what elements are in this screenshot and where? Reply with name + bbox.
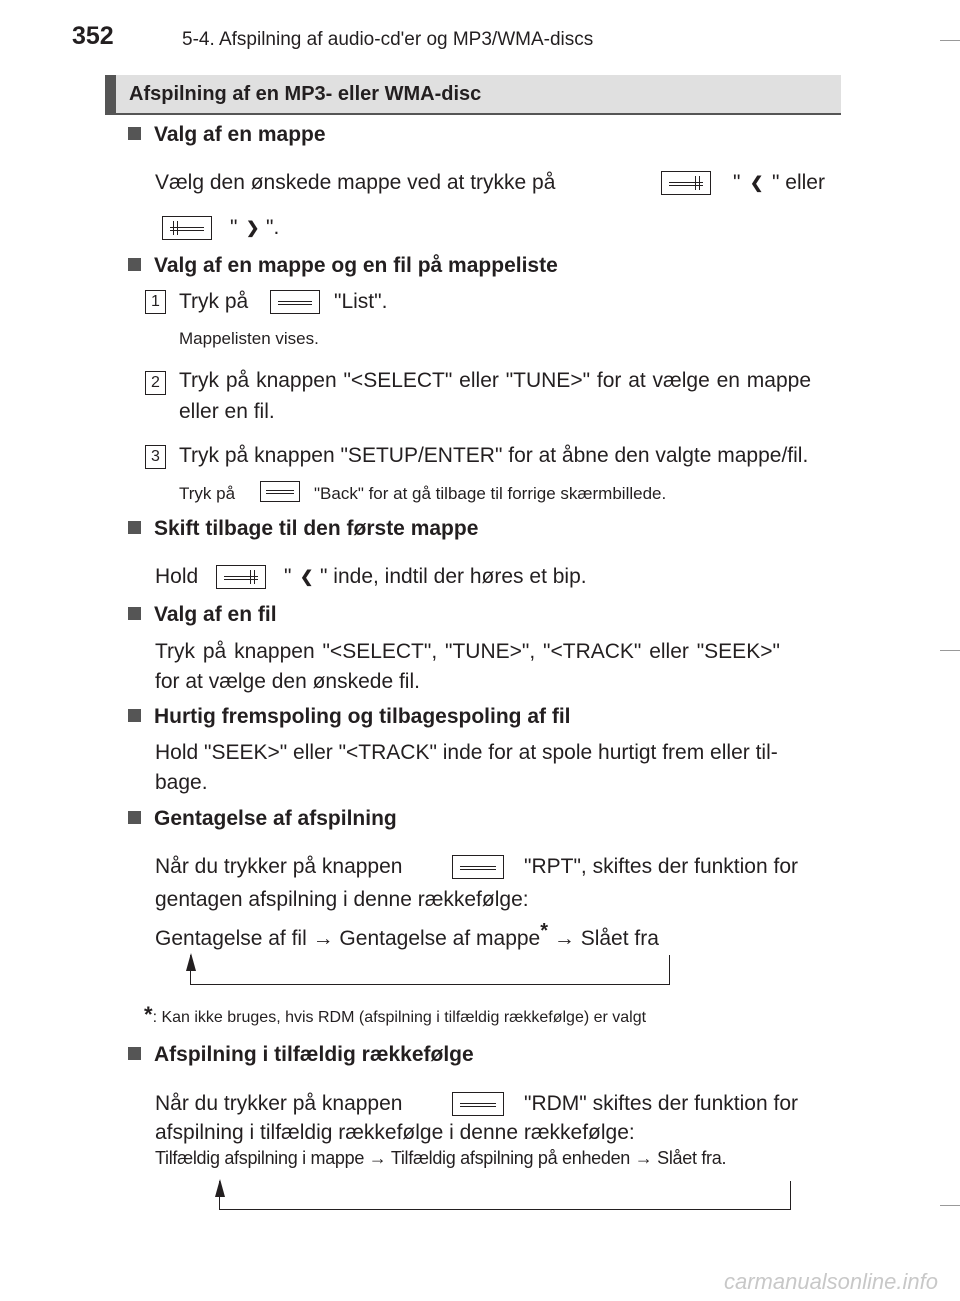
first-folder-text: " inde, indtil der høres et bip.: [320, 565, 587, 588]
random-line1-end: "RDM" skiftes der funktion for: [524, 1092, 798, 1115]
folder-up-button-icon: [162, 216, 212, 240]
chevron-left-icon: ❮: [750, 175, 764, 192]
subheading-random: Afspilning i tilfældig rækkefølge: [128, 1043, 474, 1067]
folder-down-button-icon: [661, 171, 711, 195]
back-note-label: "Back" for at gå tilbage til forrige skærmbillede.: [314, 484, 667, 503]
fast-line2: bage.: [155, 771, 208, 794]
file-select-line2: for at vælge den ønskede fil.: [155, 670, 420, 693]
subheading-repeat: Gentagelse af afspilning: [128, 807, 397, 831]
footnote: *: Kan ikke bruges, hvis RDM (afspilning i tilfældig rækkefølge) er valgt: [144, 1002, 647, 1027]
step-number-2: 2: [145, 371, 166, 395]
fast-line1: Hold "SEEK>" eller "<TRACK" inde for at spole hurtigt frem eller til-: [155, 741, 778, 764]
square-bullet-icon: [128, 709, 141, 722]
arrow-up-icon: [186, 953, 196, 971]
repeat-line2: gentagen afspilning i denne rækkefølge:: [155, 888, 529, 911]
chevron-left-icon: ❮: [300, 569, 314, 586]
repeat-line1: Når du trykker på knappen: [155, 855, 403, 878]
step3-text: Tryk på knappen "SETUP/ENTER" for at åbne den valgte mappe/fil.: [179, 444, 809, 467]
crop-mark: [940, 650, 960, 651]
step2-text-line1: Tryk på knappen "<SELECT" eller "TUNE>" for at vælge en mappe: [179, 369, 811, 392]
step1-note: Mappelisten vises.: [179, 329, 319, 348]
square-bullet-icon: [128, 811, 141, 824]
section-rule: [105, 113, 841, 115]
cycle-arrow-line: [219, 1181, 791, 1210]
crop-mark: [940, 1205, 960, 1206]
rpt-button-icon: [452, 855, 504, 879]
back-button-icon: [260, 481, 300, 502]
folder-select-text: Vælg den ønskede mappe ved at trykke på: [155, 171, 556, 194]
cycle-arrow-line: [190, 955, 670, 985]
crop-mark: [940, 40, 960, 41]
arrow-up-icon: [215, 1179, 225, 1197]
step1-list-label: "List".: [334, 290, 388, 313]
square-bullet-icon: [128, 127, 141, 140]
subheading-folder-list: Valg af en mappe og en fil på mappeliste: [128, 254, 558, 278]
quote-mark: ": [733, 171, 741, 194]
folder-select-or: " eller: [772, 171, 825, 194]
step2-text-line2: eller en fil.: [179, 400, 275, 423]
quote-mark: ": [284, 565, 292, 588]
random-line2: afspilning i tilfældig rækkefølge i denne rækkefølge:: [155, 1121, 635, 1144]
page-number: 352: [72, 22, 114, 50]
quote-end: ".: [266, 216, 280, 239]
square-bullet-icon: [128, 521, 141, 534]
back-note-text: Tryk på: [179, 484, 236, 503]
square-bullet-icon: [128, 1047, 141, 1060]
section-title: Afspilning af en MP3- eller WMA-disc: [129, 83, 482, 105]
repeat-line3: Gentagelse af fil → Gentagelse af mappe* → Slået fra: [155, 920, 659, 950]
step1-text: Tryk på: [179, 290, 249, 313]
random-line3: Tilfældig afspilning i mappe → Tilfældig afspilning på enheden → Slået fra.: [155, 1148, 727, 1168]
folder-down-button-icon: [216, 565, 266, 589]
rdm-button-icon: [452, 1092, 504, 1116]
step-number-1: 1: [145, 290, 166, 314]
watermark: carmanualsonline.info: [723, 1269, 938, 1294]
list-button-icon: [270, 290, 320, 314]
section-heading: [105, 75, 841, 113]
section-bar: [105, 75, 116, 113]
quote-mark: ": [230, 216, 238, 239]
file-select-line1: Tryk på knappen "<SELECT", "TUNE>", "<TRACK" eller "SEEK>": [155, 640, 780, 663]
chapter-title: 5-4. Afspilning af audio-cd'er og MP3/WMA-discs: [182, 29, 594, 50]
subheading-fast: Hurtig fremspoling og tilbagespoling af fil: [128, 705, 571, 729]
chevron-right-icon: ❯: [246, 220, 260, 237]
step-number-3: 3: [145, 445, 166, 469]
square-bullet-icon: [128, 607, 141, 620]
first-folder-hold: Hold: [155, 565, 199, 588]
random-line1: Når du trykker på knappen: [155, 1092, 403, 1115]
subheading-first-folder: Skift tilbage til den første mappe: [128, 517, 478, 541]
repeat-line1-end: "RPT", skiftes der funktion for: [524, 855, 799, 878]
subheading-folder-select: Valg af en mappe: [128, 123, 326, 147]
square-bullet-icon: [128, 258, 141, 271]
subheading-file-select: Valg af en fil: [128, 603, 277, 627]
